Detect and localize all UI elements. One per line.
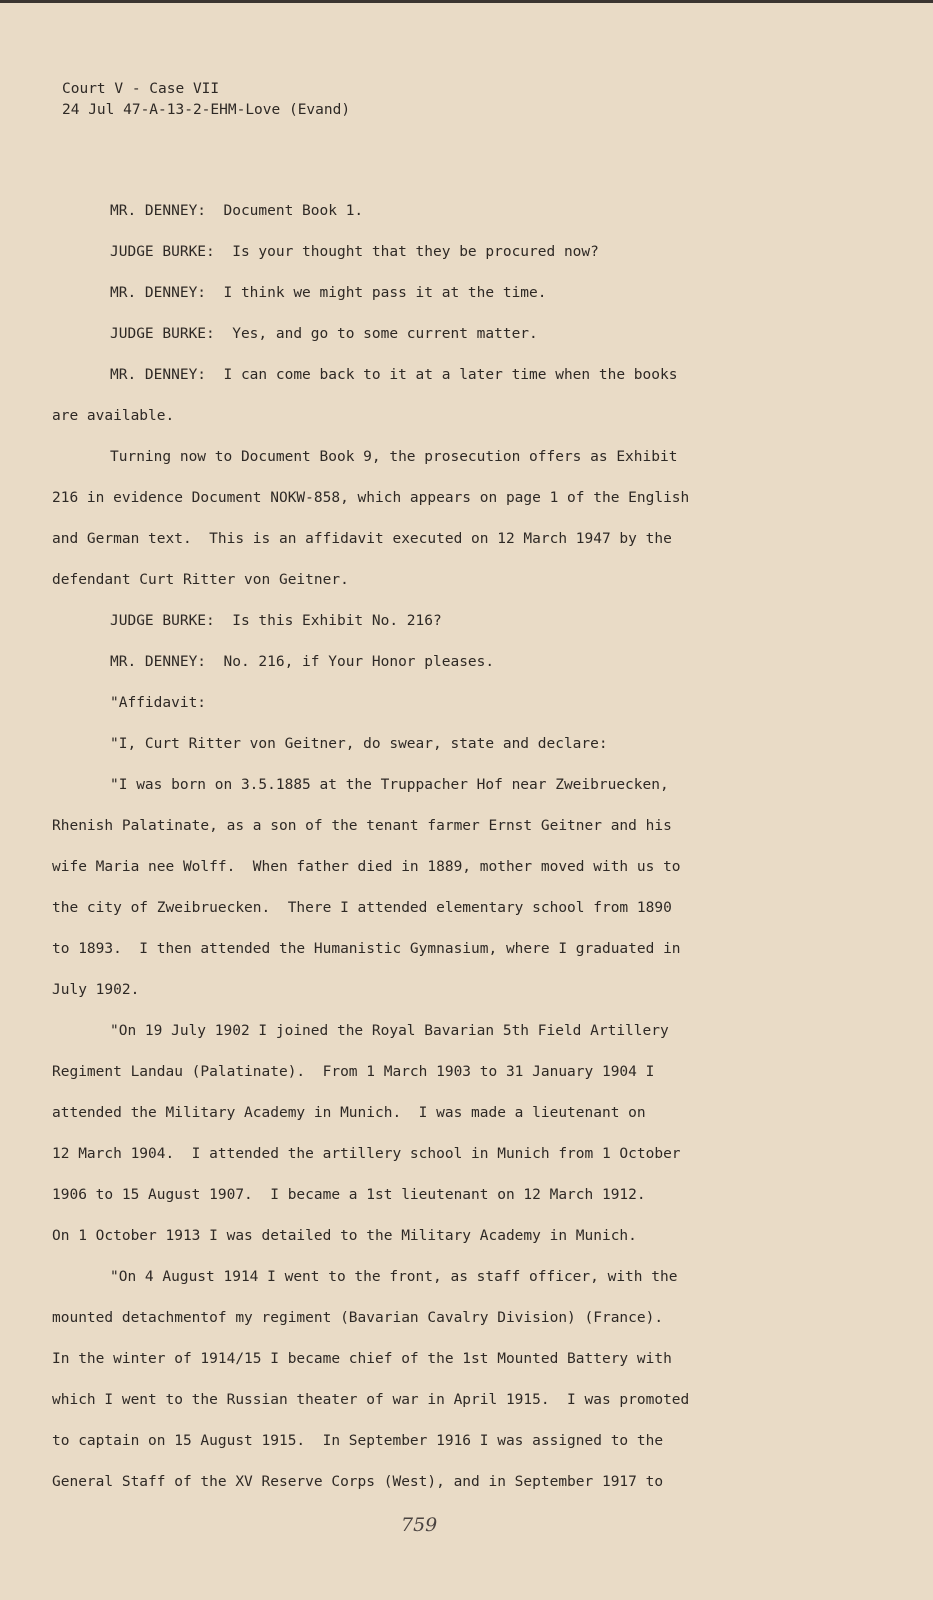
transcript-line: "I, Curt Ritter von Geitner, do swear, state and declare: (110, 736, 608, 752)
transcript-line: On 1 October 1913 I was detailed to the Military Academy in Munich. (52, 1228, 637, 1244)
transcript-body (52, 191, 812, 1503)
transcript-line: "Affidavit: (110, 695, 207, 711)
transcript-line: to captain on 15 August 1915. In September 1916 I was assigned to the (52, 1433, 664, 1449)
transcript-line: MR. DENNEY: I can come back to it at a later time when the books (110, 367, 678, 383)
transcript-line: attended the Military Academy in Munich. I was made a lieutenant on (52, 1105, 646, 1121)
transcript-line: In the winter of 1914/15 I became chief of the 1st Mounted Battery with (52, 1351, 672, 1367)
transcript-line: JUDGE BURKE: Yes, and go to some current matter. (110, 326, 538, 342)
transcript-line: "I was born on 3.5.1885 at the Truppacher Hof near Zweibruecken, (110, 777, 669, 793)
case-header (62, 79, 350, 121)
transcript-line: MR. DENNEY: Document Book 1. (110, 203, 364, 219)
transcript-line: to 1893. I then attended the Humanistic Gymnasium, where I graduated in (52, 941, 681, 957)
transcript-line: July 1902. (52, 982, 140, 998)
transcript-line: which I went to the Russian theater of war in April 1915. I was promoted (52, 1392, 690, 1408)
transcript-line: "On 19 July 1902 I joined the Royal Bavarian 5th Field Artillery (110, 1023, 669, 1039)
transcript-line: mounted detachmentof my regiment (Bavarian Cavalry Division) (France). (52, 1310, 664, 1326)
transcript-line: and German text. This is an affidavit executed on 12 March 1947 by the (52, 531, 672, 547)
transcript-line: Regiment Landau (Palatinate). From 1 March 1903 to 31 January 1904 I (52, 1064, 655, 1080)
transcript-line: 12 March 1904. I attended the artillery school in Munich from 1 October (52, 1146, 681, 1162)
header-session-code: 24 Jul 47-A-13-2-EHM-Love (Evand) (62, 102, 351, 118)
transcript-line: 216 in evidence Document NOKW-858, which appears on page 1 of the English (52, 490, 690, 506)
transcript-line: Rhenish Palatinate, as a son of the tenant farmer Ernst Geitner and his (52, 818, 672, 834)
header-court-case: Court V - Case VII (62, 81, 220, 97)
page-number: 759 (401, 1514, 438, 1536)
transcript-line: 1906 to 15 August 1907. I became a 1st lieutenant on 12 March 1912. (52, 1187, 646, 1203)
transcript-line: defendant Curt Ritter von Geitner. (52, 572, 349, 588)
transcript-line: "On 4 August 1914 I went to the front, as staff officer, with the (110, 1269, 678, 1285)
transcript-line: wife Maria nee Wolff. When father died in 1889, mother moved with us to (52, 859, 681, 875)
transcript-line: are available. (52, 408, 175, 424)
transcript-line: JUDGE BURKE: Is your thought that they be procured now? (110, 244, 599, 260)
transcript-line: JUDGE BURKE: Is this Exhibit No. 216? (110, 613, 442, 629)
transcript-line: General Staff of the XV Reserve Corps (West), and in September 1917 to (52, 1474, 664, 1490)
transcript-line: MR. DENNEY: I think we might pass it at the time. (110, 285, 547, 301)
transcript-line: MR. DENNEY: No. 216, if Your Honor pleases. (110, 654, 495, 670)
transcript-line: the city of Zweibruecken. There I attended elementary school from 1890 (52, 900, 672, 916)
transcript-line: Turning now to Document Book 9, the prosecution offers as Exhibit (110, 449, 678, 465)
